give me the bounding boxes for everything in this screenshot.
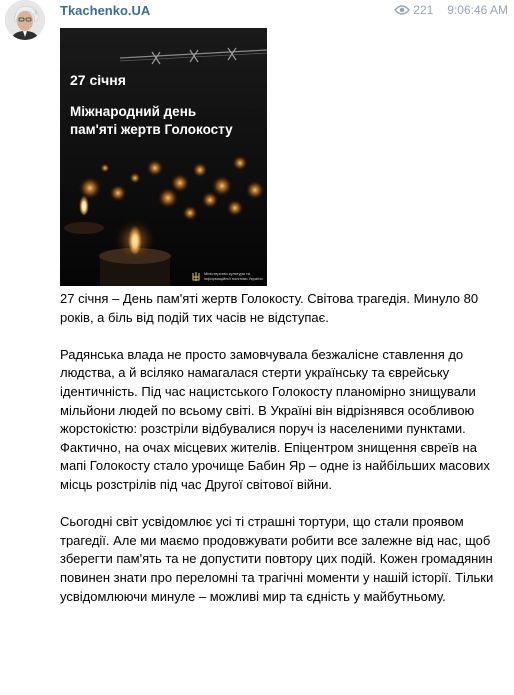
eye-icon — [394, 4, 410, 16]
post-meta — [394, 3, 508, 17]
post-paragraph-1: 27 січня – День пам'яті жертв Голокосту. Світова трагедія. Минуло 80 років, а біль від подій тих часів не відступає. — [60, 291, 479, 325]
poster-title — [70, 103, 260, 139]
post-image[interactable] — [60, 28, 267, 286]
trident-icon — [192, 272, 200, 282]
poster-date: 27 січня — [70, 72, 126, 88]
view-count: 221 — [413, 3, 434, 17]
post-paragraph-3: Сьогодні світ усвідомлює усі ті страшні тортури, що стали проявом трагедії. Але ми маємо продовжувати робити все залежне від нас, щоб зберегти пам'ять та не допустити повтору цих подій. Кожен громадянин повинен знати про переломні та трагічні моменти у нашій історії. Тільки усвідомлюючи минуле – можливі мир та єдність у майбутньому. — [60, 514, 494, 604]
avatar[interactable] — [5, 0, 45, 40]
poster-title-line1: Міжнародний день — [70, 104, 197, 119]
post-time: 9:06:46 AM — [447, 3, 508, 17]
post-paragraph-2: Радянська влада не просто замовчувала безжалісне ставлення до людства, а й всіляко намагалася стерти українську та єврейську ідентичність. Під час нацистського Голокосту планомірно знищували мільйони людей по всьому світі. В Україні він відрізнявся особливою жорстокістю: розстріли відбувалися поруч із населеними пунктами. Фактично, на очах місцевих жителів. Епіцентром знищення євреїв на мапі Голокосту стало урочище Бабин Яр – одне із найбільших масових місць розстрілів під час Другої світової війни. — [60, 346, 490, 492]
channel-name[interactable]: Tkachenko.UA — [60, 3, 151, 18]
candles-image — [60, 28, 267, 286]
avatar-photo — [5, 0, 45, 40]
poster-ministry-text: Міністерство культури та інформаційної політики України — [204, 271, 263, 281]
poster-title-line2: пам'яті жертв Голокосту — [70, 122, 233, 137]
post-text — [60, 290, 500, 625]
